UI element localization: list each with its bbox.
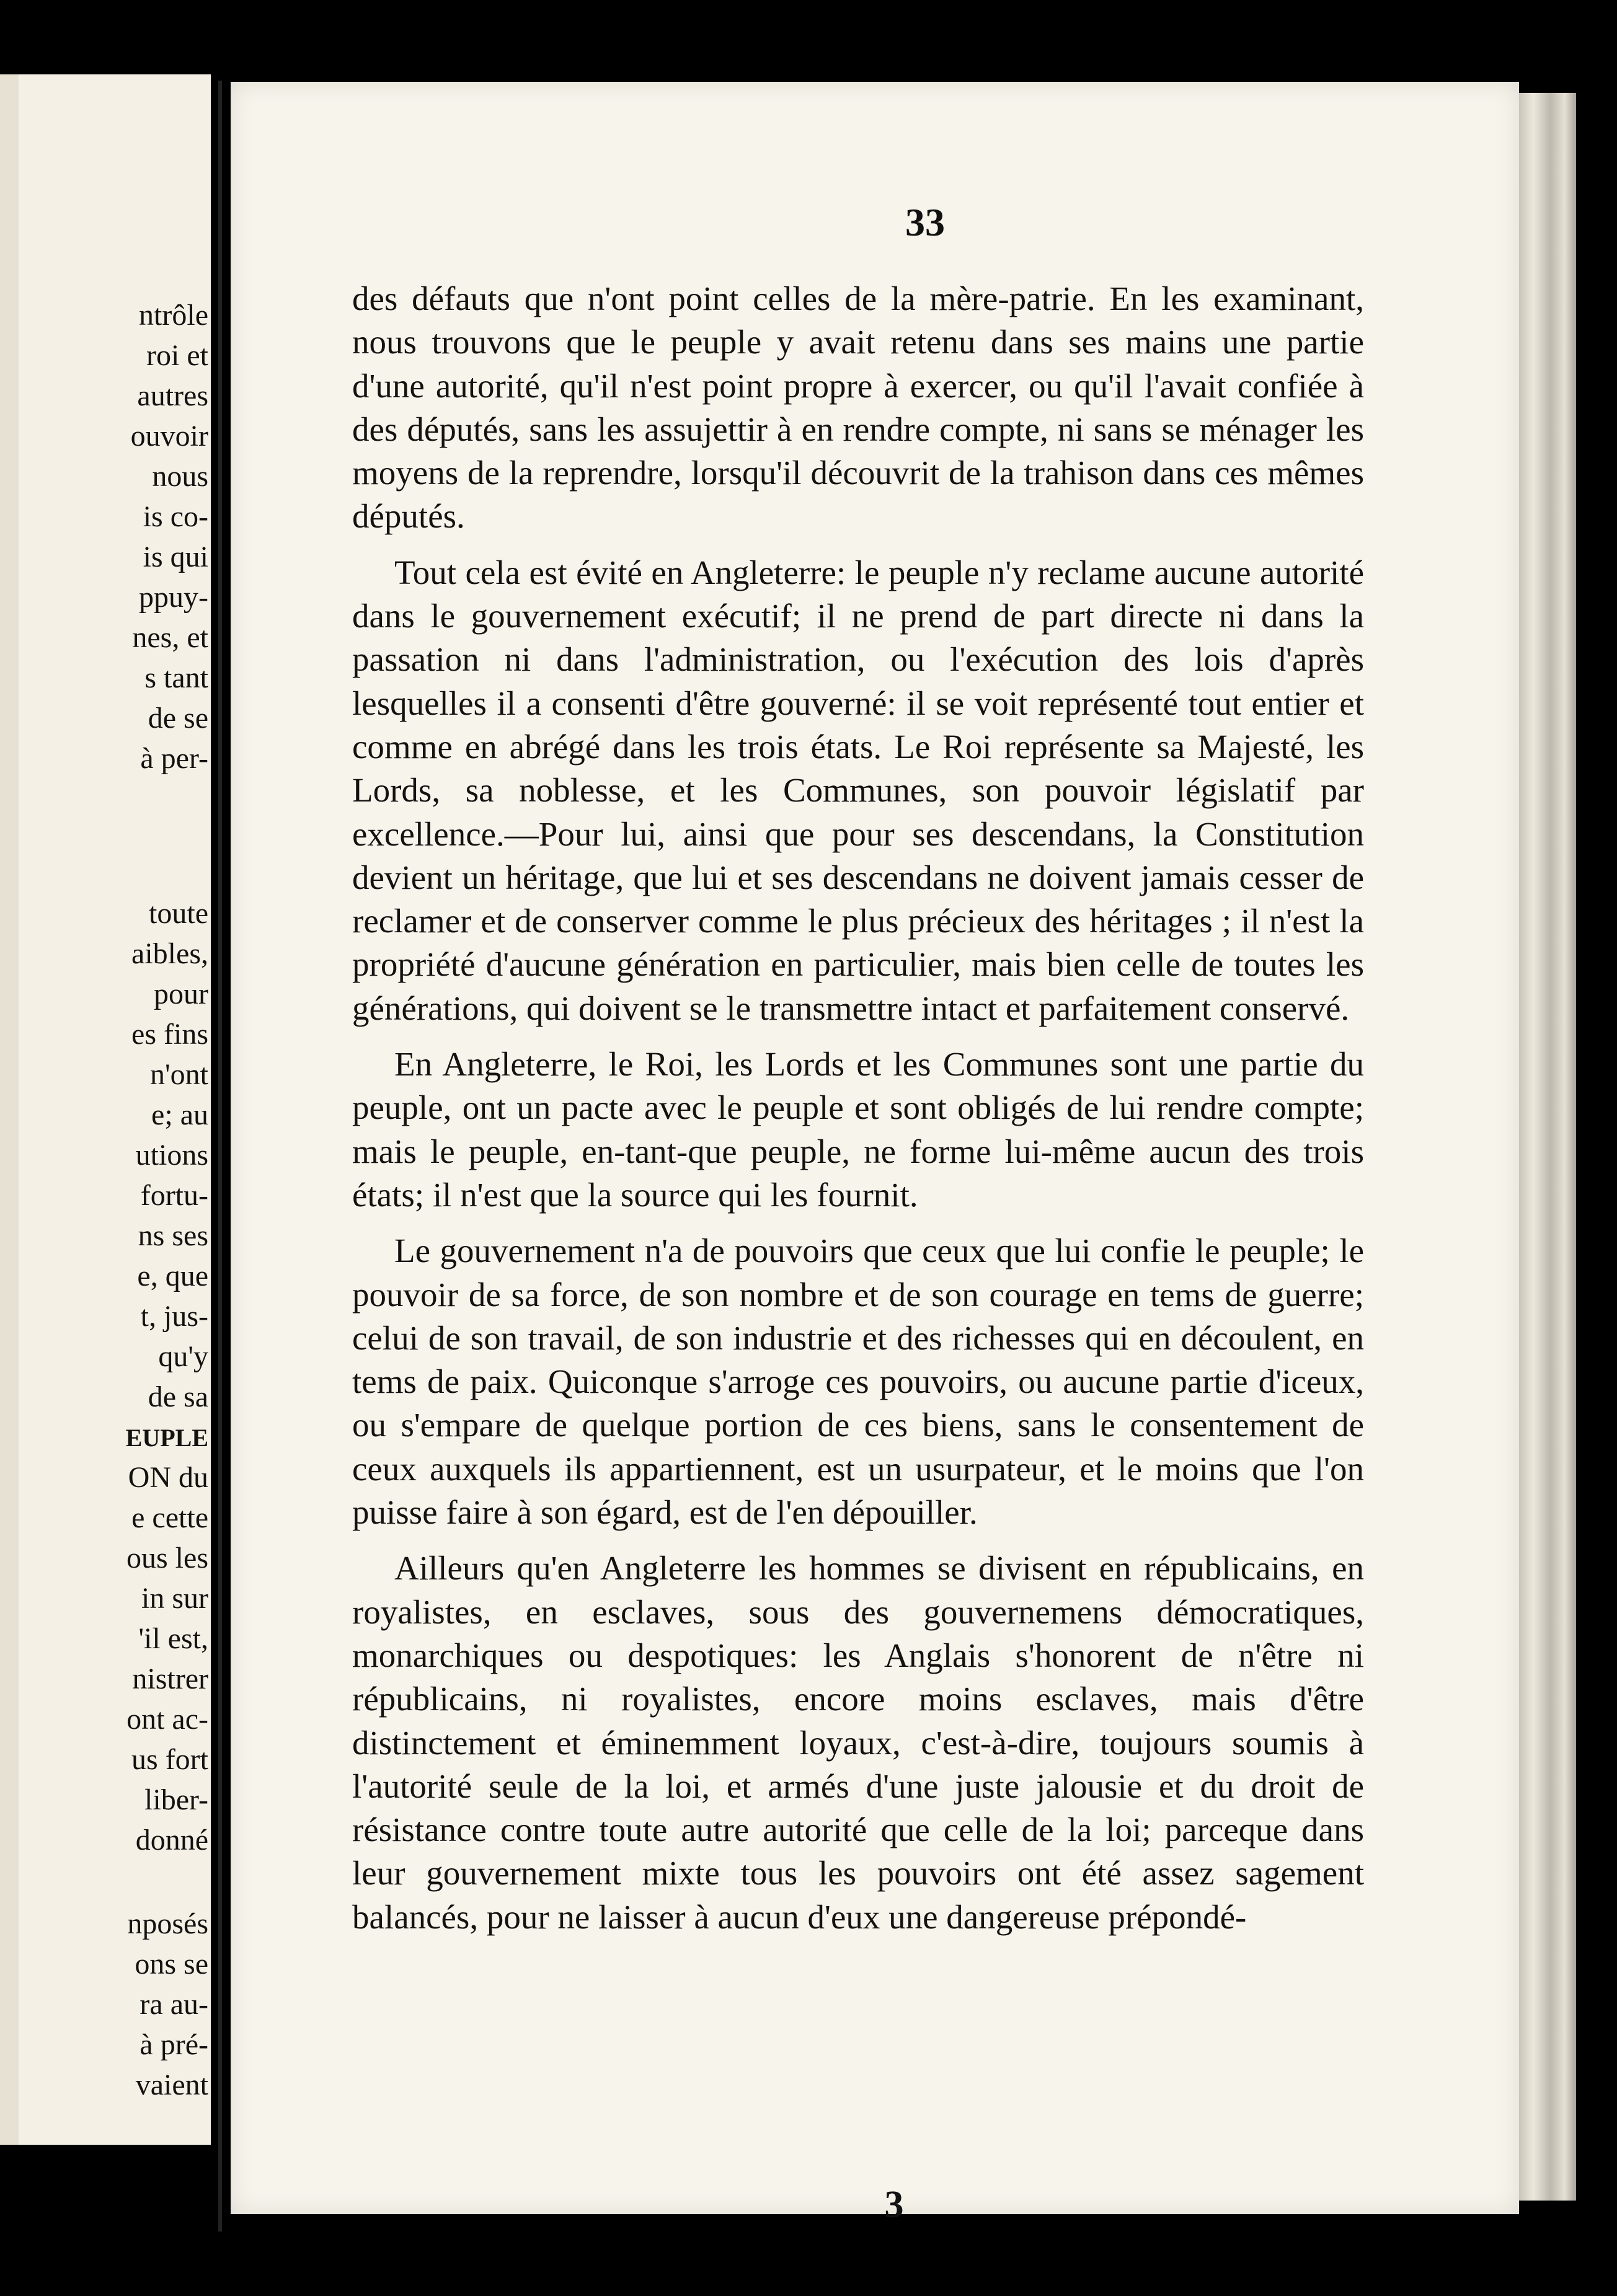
body-text	[352, 277, 1364, 1951]
left-fragment: aibles,	[131, 937, 208, 970]
paragraph: Le gouvernement n'a de pouvoirs que ceux que lui confie le peuple; le pouvoir de sa force, de son nombre et de son courage en tems de guerre; celui de son travail, de son industrie et des richesses qui en découlent, en tems de paix. Quiconque s'arroge ces pouvoirs, ou aucune partie d'iceux, ou s'empare de quelque portion de ces biens, sans le consentement de ceux auxquels ils appartiennent, est un usurpateur, et le moins que l'on puisse faire à son égard, est de l'en dépouiller.	[352, 1232, 1364, 1532]
left-fragment: in sur	[141, 1582, 208, 1615]
left-fragment: t, jus-	[140, 1300, 208, 1333]
main-page	[231, 82, 1519, 2226]
left-fragment: ra au-	[140, 1988, 208, 2021]
left-fragment: liber-	[144, 1783, 208, 1816]
left-fragment: nistrer	[132, 1662, 208, 1695]
left-fragment: es fins	[131, 1018, 208, 1051]
left-fragment: nous	[152, 460, 208, 493]
left-fragment: ntrôle	[139, 299, 208, 332]
left-fragment: donné	[135, 1824, 208, 1857]
paragraph: En Angleterre, le Roi, les Lords et les Communes sont une partie du peuple, ont un pacte avec le peuple et sont obligés de lui rendre compte; mais le peuple, en-tant-que peuple, ne forme lui-même aucun des trois états; il n'est que la source qui les fournit.	[352, 1045, 1364, 1214]
left-fragment: de sa	[148, 1380, 208, 1413]
left-fragment: is qui	[143, 541, 208, 573]
left-fragment: ppuy-	[139, 581, 208, 614]
left-fragment: qu'y	[158, 1340, 208, 1373]
left-fragment: vaient	[135, 2069, 208, 2101]
page-fore-edge	[1519, 93, 1576, 2201]
left-fragment: 'il est,	[138, 1622, 208, 1655]
left-fragment: à per-	[140, 742, 208, 775]
left-fragment: e, que	[137, 1260, 208, 1292]
paragraph: Ailleurs qu'en Angleterre les hommes se divisent en républicains, en royalistes, en esclaves, sous des gouvernemens démocratiques, monarchiques ou despotiques: les Anglais s'honorent de n'être ni républicains, ni royalistes, encore moins esclaves, mais d'être distinctement et éminemment loyaux, c'est-à-dire, toujours soumis à l'autorité seule de la loi, et armés d'une juste jalousie et du droit de résistance contre toute autre autorité que celle de la loi; parceque dans leur gouvernement mixte tous les pouvoirs ont été assez sagement balancés, pour ne laisser à aucun d'eux une dangereuse prépondé-	[352, 1549, 1364, 1936]
left-fragment: e; au	[151, 1098, 208, 1131]
left-fragment: ouvoir	[130, 420, 208, 453]
left-fragment: n'ont	[150, 1058, 208, 1091]
left-fragment: s tant	[144, 661, 208, 694]
left-fragment: ON du	[128, 1461, 208, 1494]
left-fragment: ont ac-	[126, 1703, 208, 1736]
left-fragment: toute	[149, 897, 208, 930]
left-fragment: EUPLE	[125, 1424, 208, 1452]
paragraph: Tout cela est évité en Angleterre: le peuple n'y reclame aucune autorité dans le gouvernement exécutif; il ne prend de part directe ni dans la passation ni dans l'administration, ou l'exécution des lois d'après lesquelles il a consenti d'être gouverné: il se voit représenté tout entier et comme en abrégé dans les trois états. Le Roi représente sa Majesté, les Lords, sa noblesse, et les Communes, son pouvoir législatif par excellence.—Pour lui, ainsi que pour ses descendans, la Constitution devient un héritage, que lui et ses descendans ne doivent jamais cesser de reclamer et de conserver comme le plus précieux des héritages ; il n'est la propriété d'aucune génération en particulier, mais bien celle de toutes les générations, qui doivent se le transmettre intact et parfaitement conservé.	[352, 553, 1364, 1027]
left-fragment: ons se	[135, 1948, 208, 1980]
left-page-edge	[0, 74, 19, 2145]
left-fragment: ous les	[126, 1542, 208, 1574]
left-fragment: de se	[148, 702, 208, 735]
left-fragment: autres	[137, 379, 208, 412]
left-fragment: utions	[135, 1139, 208, 1172]
left-fragment: is co-	[143, 500, 208, 533]
left-fragment: nes, et	[132, 621, 208, 654]
page-number: 33	[905, 200, 945, 244]
left-fragment: ns ses	[138, 1219, 208, 1252]
left-fragment: pour	[154, 978, 208, 1010]
left-fragment: roi et	[146, 339, 208, 372]
left-fragment: us fort	[131, 1743, 208, 1776]
paragraph: des défauts que n'ont point celles de la mère-patrie. En les examinant, nous trouvons que le peuple y avait retenu dans ses mains une partie d'une autorité, qu'il n'est point propre à exercer, ou qu'il l'avait confiée à des députés, sans les assujettir à en rendre compte, ni sans se ménager les moyens de la reprendre, lorsqu'il découvrit de la trahison dans ces mêmes députés.	[352, 280, 1364, 536]
left-fragment: à pré-	[140, 2028, 208, 2061]
left-fragment: fortu-	[140, 1179, 208, 1212]
book-gutter	[218, 81, 222, 2232]
left-fragment: nposés	[127, 1907, 208, 1940]
left-facing-page	[0, 74, 211, 2145]
left-fragment: e cette	[131, 1501, 208, 1534]
signature-mark: 3	[884, 2184, 904, 2226]
